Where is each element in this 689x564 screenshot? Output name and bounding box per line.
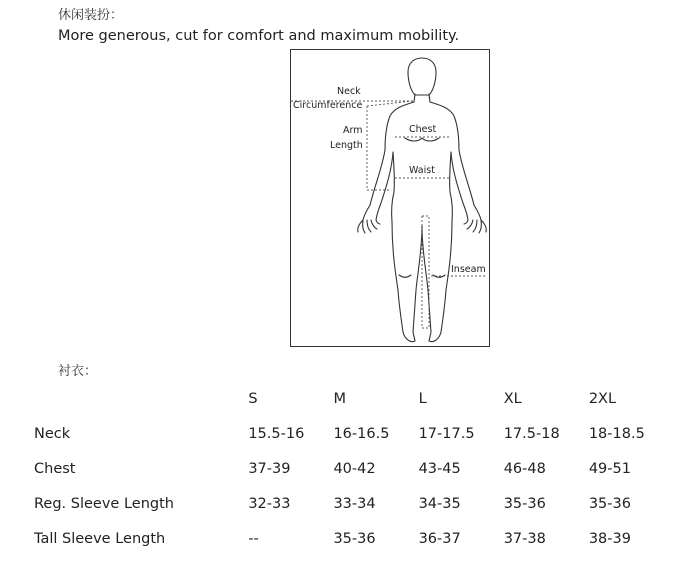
waist-label: Waist: [409, 165, 435, 176]
row-label-neck: Neck: [34, 425, 71, 442]
row-label-reg-sleeve: Reg. Sleeve Length: [34, 495, 174, 512]
neck-l: 17-17.5: [418, 425, 475, 442]
measurement-guides: [291, 101, 486, 328]
neck-m: 16-16.5: [333, 425, 390, 442]
size-header-row: [34, 381, 674, 416]
chest-xl: 46-48: [503, 460, 546, 477]
shirt-heading: 衬衣：: [58, 364, 98, 379]
tall-sleeve-l: 36-37: [418, 530, 461, 547]
chest-row: [34, 451, 674, 486]
shirt-size-table: [34, 381, 674, 556]
neck-row: [34, 416, 674, 451]
chest-2xl: 49-51: [588, 460, 631, 477]
tall-sleeve-row: [34, 521, 674, 556]
size-header-xl: XL: [503, 390, 522, 407]
body-outline: [358, 58, 487, 342]
reg-sleeve-row: [34, 486, 674, 521]
tall-sleeve-2xl: 38-39: [588, 530, 631, 547]
reg-sleeve-s: 32-33: [248, 495, 291, 512]
reg-sleeve-m: 33-34: [333, 495, 376, 512]
reg-sleeve-xl: 35-36: [503, 495, 546, 512]
neck-2xl: 18-18.5: [588, 425, 645, 442]
chest-l: 43-45: [418, 460, 461, 477]
size-header-l: L: [418, 390, 427, 407]
fit-description: More generous, cut for comfort and maximum mobility.: [58, 28, 460, 44]
arm-label-line2: Length: [330, 140, 363, 151]
casual-wear-heading: 休闲装扮：: [58, 8, 124, 23]
header-blank-cell: [34, 381, 248, 416]
row-label-tall-sleeve: Tall Sleeve Length: [34, 530, 166, 547]
tall-sleeve-s: --: [248, 530, 259, 547]
tall-sleeve-m: 35-36: [333, 530, 376, 547]
row-label-chest: Chest: [34, 460, 76, 477]
arm-label-line1: Arm: [343, 125, 363, 136]
size-header-2xl: 2XL: [588, 390, 617, 407]
inseam-label: Inseam: [451, 264, 486, 275]
chest-label: Chest: [409, 124, 437, 135]
neck-label-line1: Neck: [337, 86, 361, 97]
tall-sleeve-xl: 37-38: [503, 530, 546, 547]
size-header-m: M: [333, 390, 346, 407]
neck-s: 15.5-16: [248, 425, 305, 442]
neck-label-line2: Circumference: [293, 100, 363, 111]
reg-sleeve-2xl: 35-36: [588, 495, 631, 512]
chest-m: 40-42: [333, 460, 376, 477]
size-header-s: S: [248, 390, 258, 407]
chest-s: 37-39: [248, 460, 291, 477]
body-measurement-diagram: [290, 49, 490, 347]
neck-xl: 17.5-18: [503, 425, 560, 442]
reg-sleeve-l: 34-35: [418, 495, 461, 512]
body-figure-svg: [291, 50, 489, 346]
